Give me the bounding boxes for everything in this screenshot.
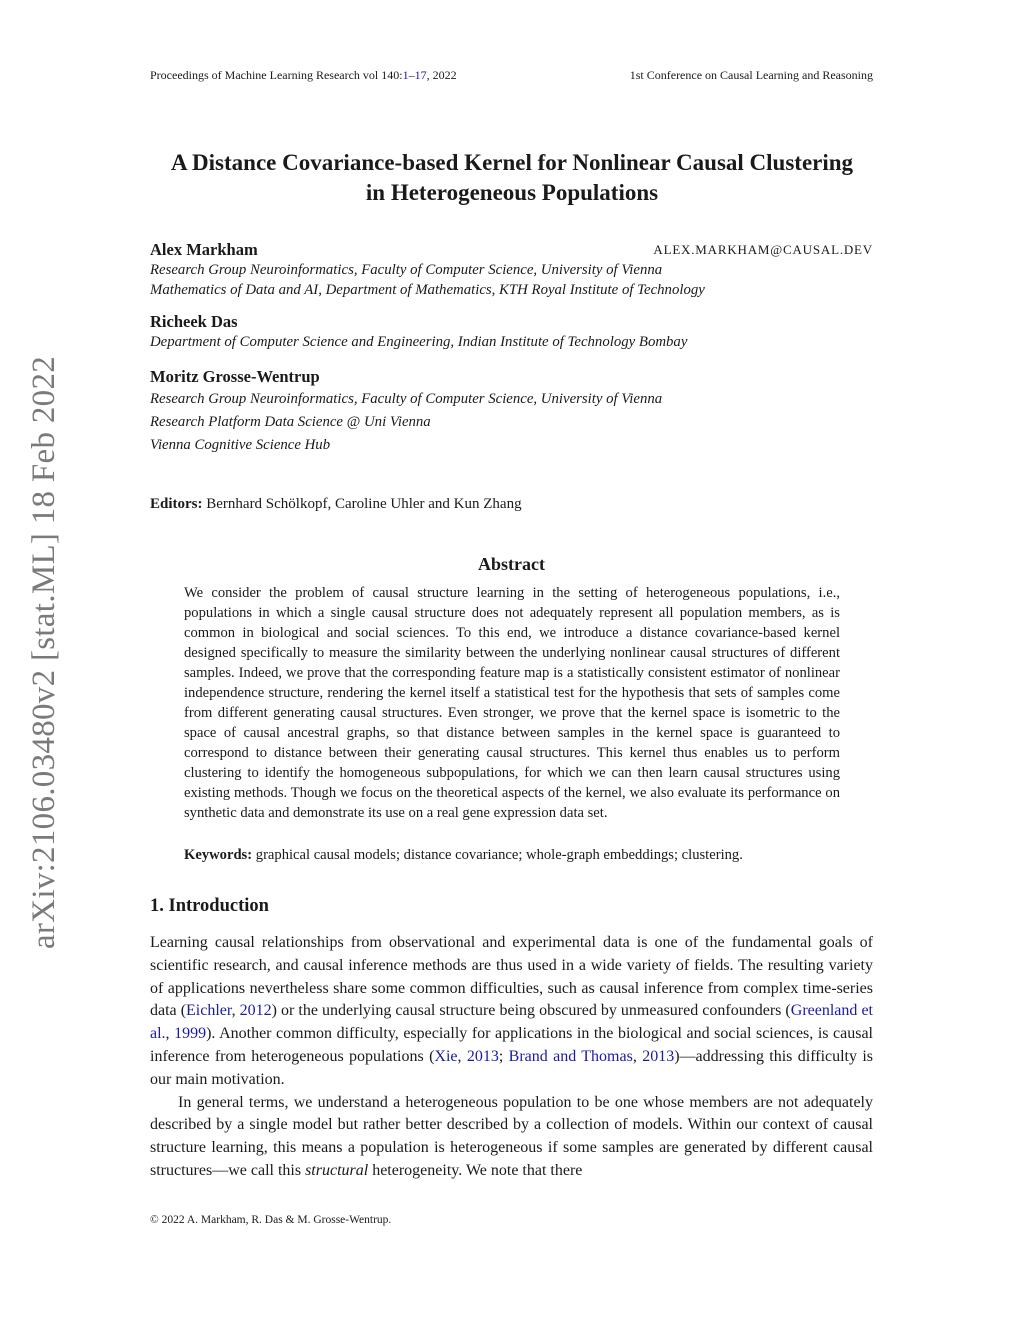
author-affiliation: Research Group Neuroinformatics, Faculty of Computer Science, University of Vienna: [150, 391, 663, 407]
last-page-link[interactable]: 17: [414, 68, 427, 82]
author-affiliation: Research Platform Data Science @ Uni Vienna: [150, 414, 431, 430]
citation-separator: ,: [632, 1047, 643, 1065]
author-block-grosse-wentrup: [150, 366, 873, 457]
author-block-markham: [150, 240, 873, 300]
intro-paragraph-2: [150, 1092, 873, 1183]
keywords-label: Keywords:: [184, 847, 253, 863]
intro-text: ) or the underlying causal structure being obscured by unmeasured confounders (: [271, 1002, 791, 1020]
author-affiliation: Department of Computer Science and Engineering, Indian Institute of Technology Bombay: [150, 334, 688, 350]
editors-label: Editors:: [150, 496, 203, 512]
keywords-line: [184, 845, 840, 865]
citation-link-greenland[interactable]: Greenland et al.: [150, 1002, 873, 1043]
proceedings-year: , 2022: [426, 68, 457, 82]
abstract-text: We consider the problem of causal structure learning in the setting of heterogeneous populations, i.e., populations in which a single causal structure does not adequately represent all population members, as is common in biological and social sciences. To this end, we introduce a distance covariance-based kernel designed specifically to measure the similarity between the underlying nonlinear causal structures of different samples. Indeed, we prove that the corresponding feature map is a statistically consistent estimator of nonlinear independence structure, rendering the kernel itself a statistical test for the hypothesis that sets of samples come from different generating causal structures. Even stronger, we prove that the kernel space is isometric to the space of causal ancestral graphs, so that distance between samples in the kernel space is guaranteed to correspond to distance between their generating causal structures. This kernel thus enables us to perform clustering to identify the homogeneous subpopulations, for which we can then learn causal structures using existing methods. Though we focus on the theoretical aspects of the kernel, we also evaluate its performance on synthetic data and demonstrate its use on a real gene expression data set.: [184, 585, 840, 821]
first-page-link[interactable]: 1: [402, 68, 409, 82]
citation-link-brand-thomas-year[interactable]: 2013: [642, 1047, 675, 1065]
citation-separator: ,: [457, 1047, 467, 1065]
citation-separator: ,: [231, 1002, 240, 1020]
author-affiliation: Mathematics of Data and AI, Department of Mathematics, KTH Royal Institute of Technology: [150, 282, 705, 298]
citation-link-brand-thomas[interactable]: Brand and Thomas: [508, 1047, 633, 1065]
author-name: Alex Markham: [150, 240, 258, 259]
editors-line: [150, 496, 522, 513]
editors-names: Bernhard Schölkopf, Caroline Uhler and Kun Zhang: [206, 496, 522, 512]
title-line-1: A Distance Covariance-based Kernel for Nonlinear Causal Clustering: [170, 150, 854, 175]
intro-text: Learning causal relationships from observational and experimental data is one of the fundamental goals of scientific research, and causal inference methods are thus used in a wide variety of fields. The resulting variety of applications nevertheless share some common difficulties, such as causal inference from complex time-series data (: [150, 934, 873, 1020]
citation-link-eichler-year[interactable]: 2012: [239, 1002, 272, 1020]
title-line-2: in Heterogeneous Populations: [365, 180, 659, 205]
introduction-body: [150, 932, 873, 1183]
intro-text: )—addressing this difficulty is our main motivation.: [150, 1047, 874, 1088]
paper-title: [120, 148, 904, 208]
copyright-footer: © 2022 A. Markham, R. Das & M. Grosse-Wentrup.: [150, 1214, 392, 1226]
author-name: Moritz Grosse-Wentrup: [150, 367, 320, 386]
intro-text: heterogeneity. We note that there: [368, 1161, 583, 1179]
arxiv-stamp: [16, 350, 74, 955]
intro-text: ). Another common difficulty, especially for applications in the biological and social sciences, is causal inference from heterogeneous populations (: [150, 1025, 874, 1065]
intro-paragraph-1: [150, 932, 873, 1092]
author-affiliation: Research Group Neuroinformatics, Faculty of Computer Science, University of Vienna: [150, 262, 663, 278]
citation-separator: ;: [498, 1047, 509, 1065]
page-range-dash: –: [408, 68, 415, 82]
author-email: ALEX.MARKHAM@CAUSAL.DEV: [653, 242, 873, 257]
citation-link-xie-year[interactable]: 2013: [466, 1047, 499, 1065]
running-header-right: 1st Conference on Causal Learning and Reasoning: [629, 68, 873, 82]
arxiv-identifier[interactable]: arXiv:2106.03480v2 [stat.ML] 18 Feb 2022: [26, 355, 63, 950]
keywords-list: graphical causal models; distance covariance; whole-graph embeddings; clustering.: [255, 847, 743, 863]
abstract-heading: Abstract: [478, 554, 545, 574]
intro-text: In general terms, we understand a heterogeneous population to be one whose members are not adequately described by a single model but rather better described by a collection of models. Within our context of causal structure learning, this means a population is heterogeneous if some samples are generated by different causal structures—we call this: [150, 1093, 873, 1179]
author-block-das: [150, 312, 873, 352]
emphasis-structural: structural: [305, 1161, 369, 1179]
citation-separator: ,: [165, 1025, 175, 1043]
author-name: Richeek Das: [150, 312, 238, 331]
citation-link-xie[interactable]: Xie: [434, 1047, 458, 1065]
citation-link-eichler[interactable]: Eichler: [186, 1002, 232, 1020]
section-heading-introduction: 1. Introduction: [150, 896, 269, 916]
author-affiliation: Vienna Cognitive Science Hub: [150, 437, 331, 453]
proceedings-label: Proceedings of Machine Learning Research vol 140:: [150, 68, 403, 82]
citation-link-greenland-year[interactable]: 1999: [174, 1025, 207, 1043]
running-header-left: [150, 68, 457, 83]
